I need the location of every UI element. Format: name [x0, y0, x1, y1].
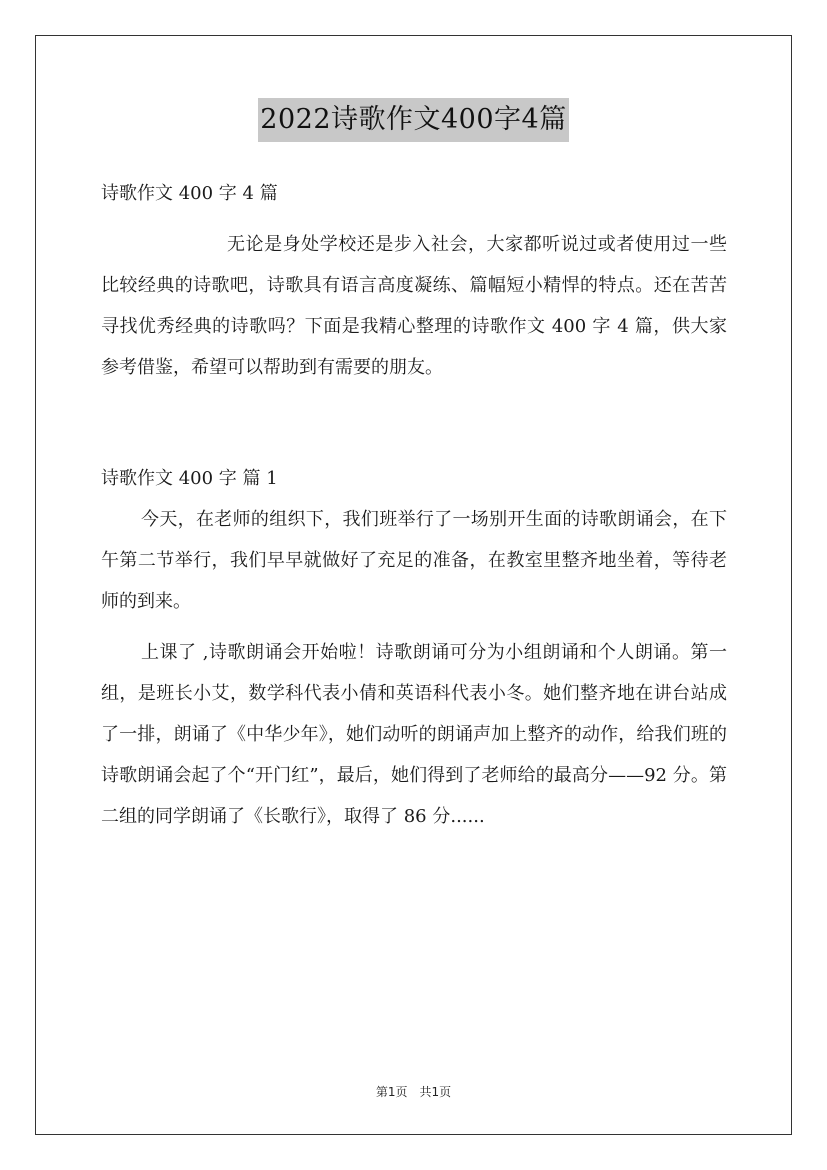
document-title: 2022诗歌作文400字4篇	[258, 98, 568, 142]
body-paragraph: 上课了 ,诗歌朗诵会开始啦！诗歌朗诵可分为小组朗诵和个人朗诵。第一组，是班长小艾，数学科代表小倩和英语科代表小冬。她们整齐地在讲台站成了一排，朗诵了《中华少年》，她们动听的朗诵声加上整齐的动作，给我们班的诗歌朗诵会起了个“开门红”，最后，她们得到了老师给的最高分——92 分。第二组的同学朗诵了《长歌行》，取得了 86 分......	[101, 642, 727, 827]
body-paragraph: 今天，在老师的组织下，我们班举行了一场别开生面的诗歌朗诵会，在下午第二节举行，我们早早就做好了充足的准备，在教室里整齐地坐着，等待老师的到来。	[101, 509, 727, 612]
page-footer: 第1页 共1页	[375, 1085, 452, 1099]
document-body	[101, 173, 727, 837]
section-title: 诗歌作文 400 字 篇 1	[101, 468, 278, 489]
intro-paragraph: 无论是身处学校还是步入社会，大家都听说过或者使用过一些比较经典的诗歌吧，诗歌具有语言高度凝练、篇幅短小精悍的特点。还在苦苦寻找优秀经典的诗歌吗？下面是我精心整理的诗歌作文 400 字 4 篇，供大家参考借鉴，希望可以帮助到有需要的朋友。	[101, 234, 727, 378]
document-heading: 诗歌作文 400 字 4 篇	[101, 183, 278, 204]
title-area	[0, 98, 827, 142]
